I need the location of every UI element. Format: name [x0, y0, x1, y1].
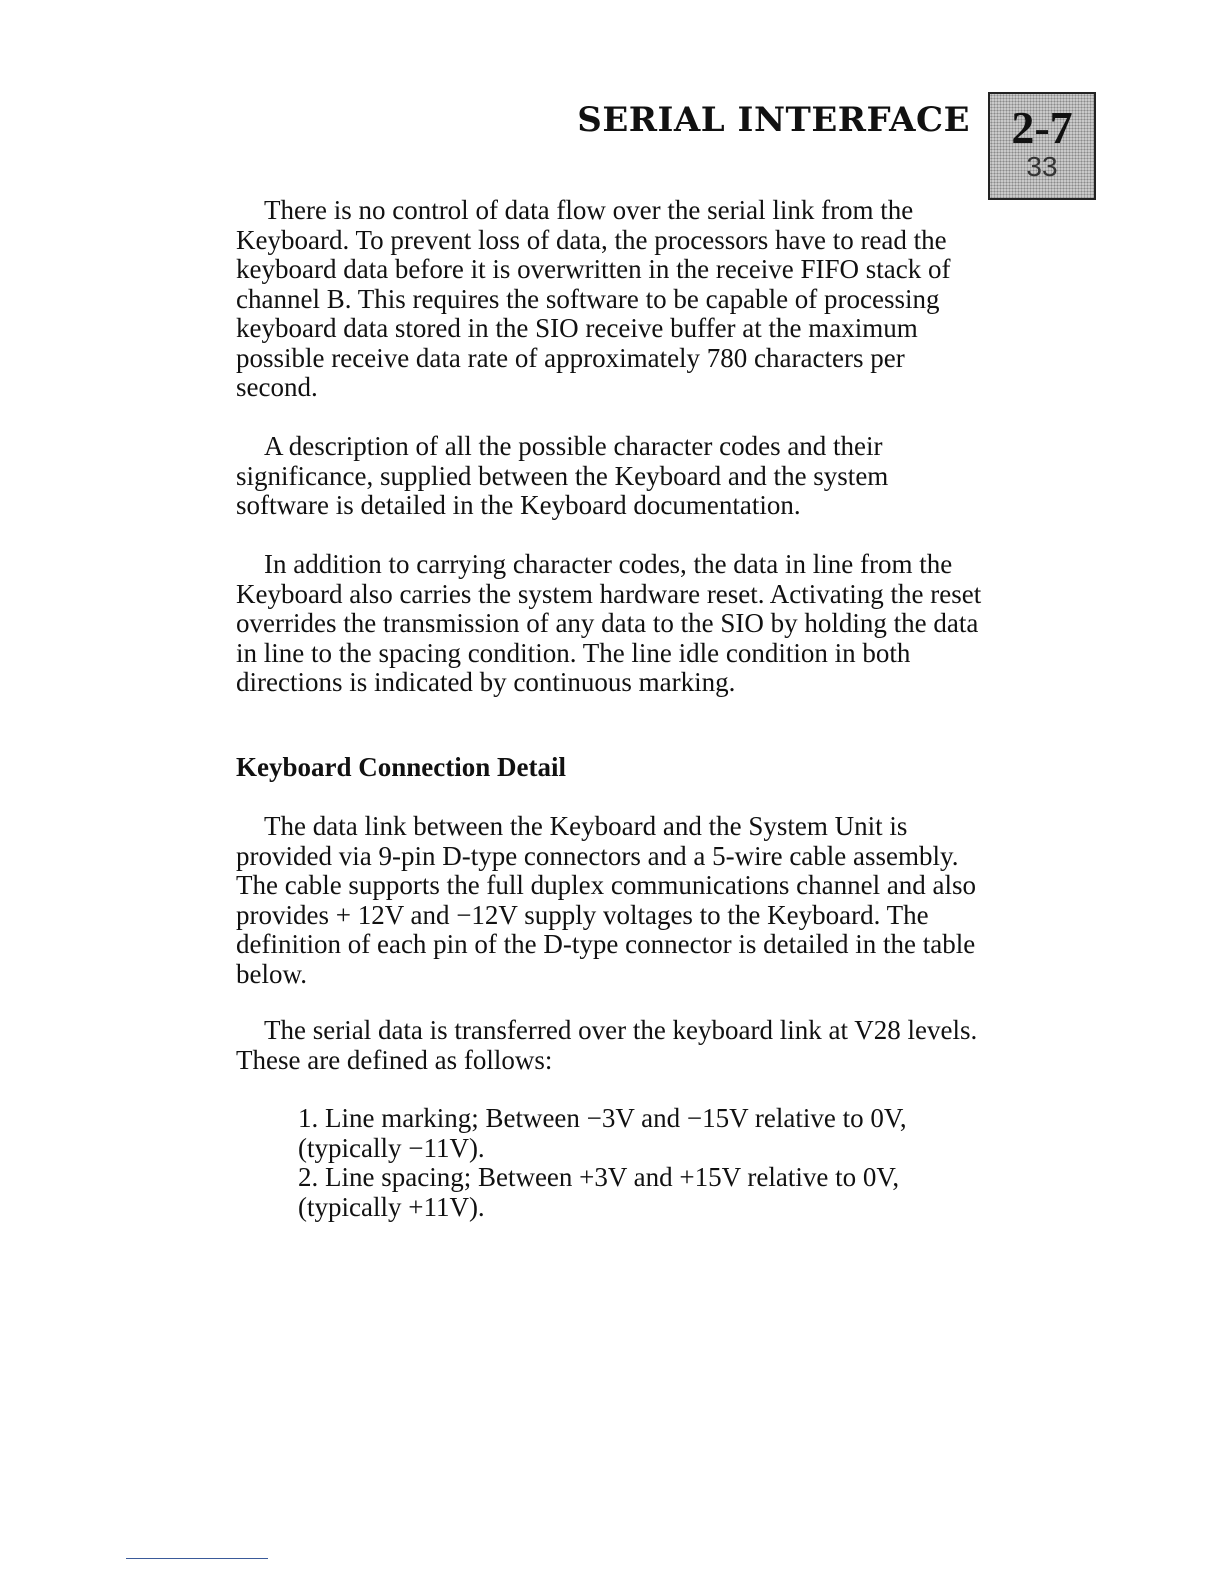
footnote-rule — [126, 1558, 268, 1559]
paragraph-hardware-reset: In addition to carrying character codes, the data in line from the Keyboard also carries the system hardware reset. Activating the reset overrides the transmission of any data to the SIO by holding the data in line to the spacing condition. The line idle condition in both directions is indicated by continuous marking. — [236, 549, 982, 697]
list-item-line-spacing: 2. Line spacing; Between +3V and +15V relative to 0V, (typically +11V). — [298, 1162, 900, 1222]
section-number: 2-7 — [1011, 102, 1073, 153]
section-heading: Keyboard Connection Detail — [236, 752, 566, 782]
paragraph-data-flow: There is no control of data flow over the serial link from the Keyboard. To prevent loss of data, the processors have to read the keyboard data before it is overwritten in the receive FIFO stack of channel B. This requires the software to be capable of processing keyboard data stored in the SIO receive buffer at the maximum possible receive data rate of approximately 780 characters per second. — [236, 195, 951, 402]
paragraph-v28-levels: The serial data is transferred over the keyboard link at V28 levels. These are defined as follows: — [236, 1015, 978, 1075]
levels-list — [298, 1104, 988, 1222]
paragraph-data-link: The data link between the Keyboard and the System Unit is provided via 9-pin D-type connectors and a 5-wire cable assembly. The cable supports the full duplex communications channel and also provides + 12V and −12V supply voltages to the Keyboard. The definition of each pin of the D-type connector is detailed in the table below. — [236, 811, 977, 989]
list-item-line-marking: 1. Line marking; Between −3V and −15V relative to 0V, (typically −11V). — [298, 1103, 907, 1163]
page-title: SERIAL INTERFACE — [577, 100, 970, 140]
paragraph-character-codes: A description of all the possible character codes and their significance, supplied between the Keyboard and the system software is detailed in the Keyboard documentation. — [236, 431, 889, 520]
page-number: 33 — [1026, 151, 1058, 182]
section-tab — [988, 92, 1096, 200]
